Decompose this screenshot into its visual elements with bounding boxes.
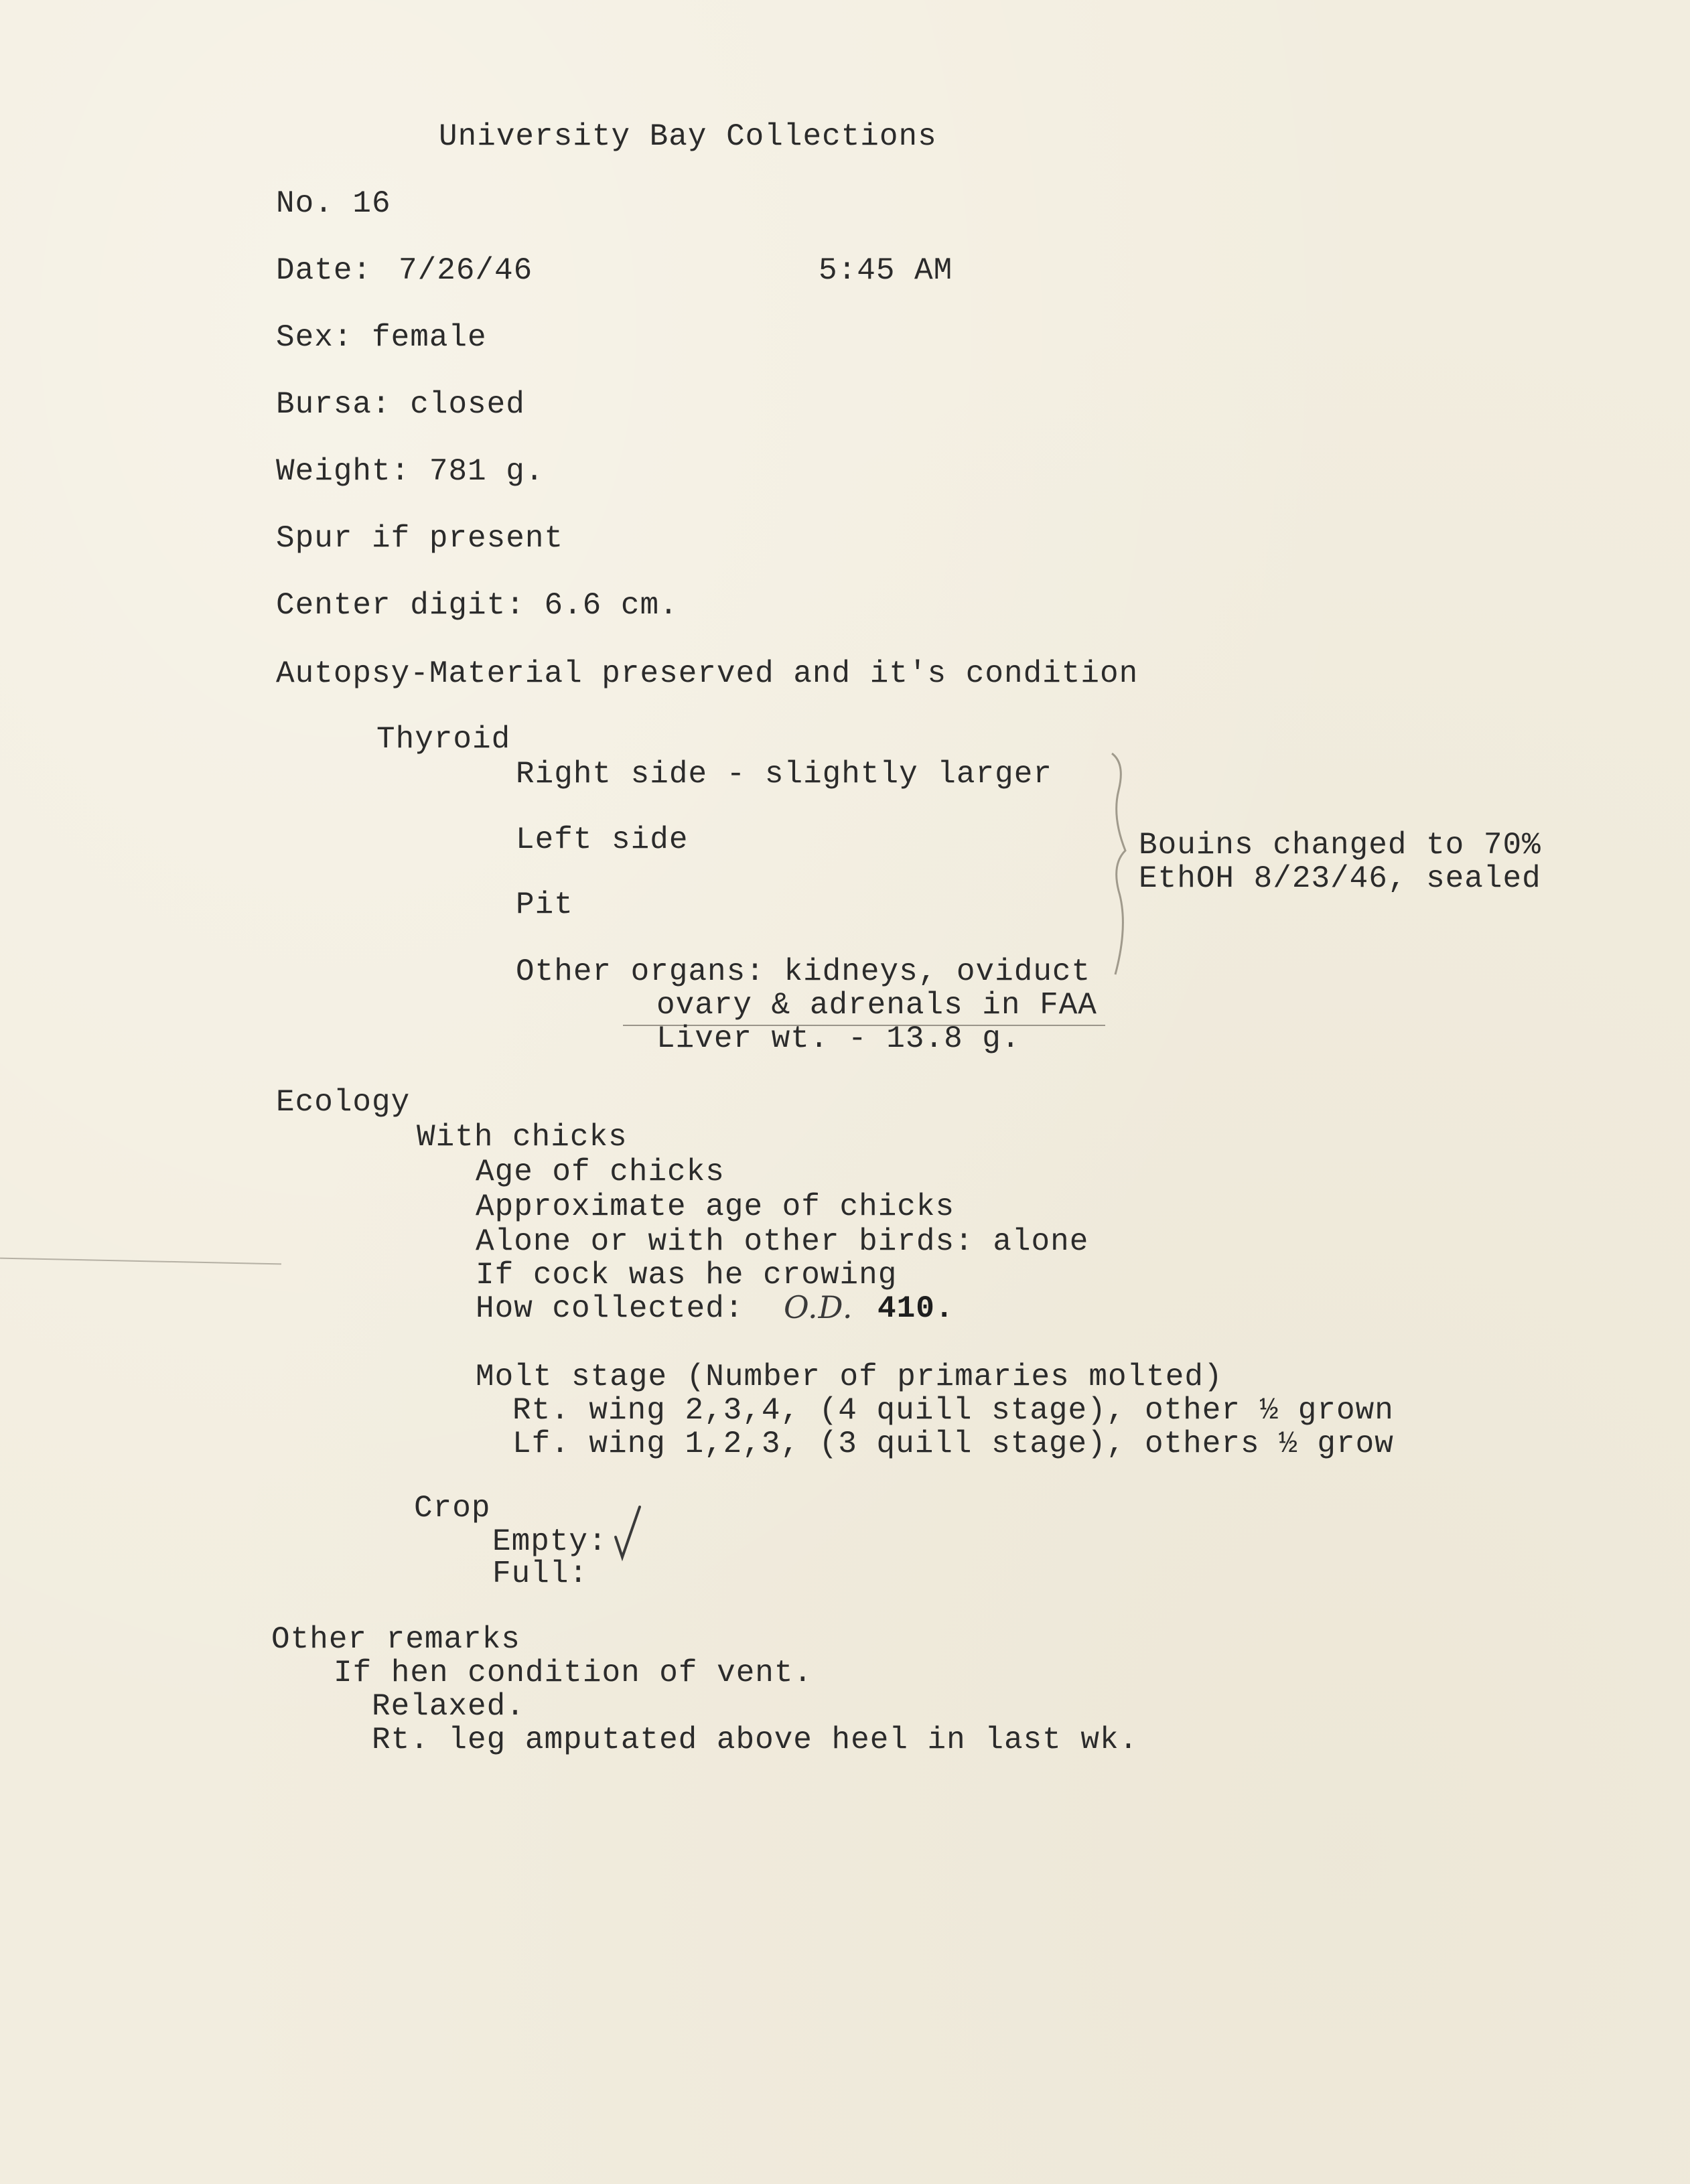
liver-weight: Liver wt. - 13.8 g. [656,1021,1021,1056]
approximate-age: Approximate age of chicks [476,1189,955,1224]
thyroid-heading: Thyroid [376,722,511,757]
bursa-field: Bursa: closed [276,387,525,422]
date-label: Date: [276,253,372,288]
crop-empty: Empty: [492,1524,608,1559]
cock-crowing: If cock was he crowing [476,1258,898,1293]
time-value: 5:45 AM [819,253,953,288]
crop-full: Full: [492,1556,589,1591]
bouins-note-line-2: EthOH 8/23/46, sealed [1139,861,1541,896]
age-of-chicks: Age of chicks [476,1155,725,1189]
vent-relaxed: Relaxed. [372,1689,525,1724]
checkmark-icon [613,1504,643,1564]
thyroid-right-side: Right side - slightly larger [516,757,1052,792]
left-wing-molt: Lf. wing 1,2,3, (3 quill stage), others ½ grow [512,1427,1394,1461]
vent-condition: If hen condition of vent. [334,1656,813,1690]
bouins-note-line-1: Bouins changed to 70% [1139,828,1541,863]
center-digit-field: Center digit: 6.6 cm. [276,588,679,623]
how-collected-label: How collected: [476,1291,744,1326]
crop-heading: Crop [414,1491,491,1526]
ecology-heading: Ecology [276,1085,411,1120]
with-chicks: With chicks [417,1120,628,1155]
margin-mark [0,1258,281,1265]
weight-field: Weight: 781 g. [276,454,545,489]
how-collected-number: 410. [877,1291,955,1326]
thyroid-pit: Pit [516,887,573,922]
autopsy-heading: Autopsy-Material preserved and it's condition [276,656,1139,691]
molt-stage: Molt stage (Number of primaries molted) [476,1360,1223,1394]
other-organs-line-2: ovary & adrenals in FAA [656,988,1097,1023]
right-wing-molt: Rt. wing 2,3,4, (4 quill stage), other ½ grown [512,1393,1394,1428]
spur-field: Spur if present [276,521,564,556]
how-collected-handwritten: O.D. [784,1289,853,1325]
other-remarks-heading: Other remarks [271,1622,520,1657]
specimen-number: No. 16 [276,186,391,221]
alone-or-with-birds: Alone or with other birds: alone [476,1224,1089,1259]
thyroid-left-side: Left side [516,822,689,857]
leg-amputated: Rt. leg amputated above heel in last wk. [372,1723,1139,1757]
other-organs-line-1: Other organs: kidneys, oviduct [516,954,1091,989]
date-value: 7/26/46 [399,253,533,288]
collection-title: University Bay Collections [439,119,937,154]
sex-field: Sex: female [276,320,487,355]
